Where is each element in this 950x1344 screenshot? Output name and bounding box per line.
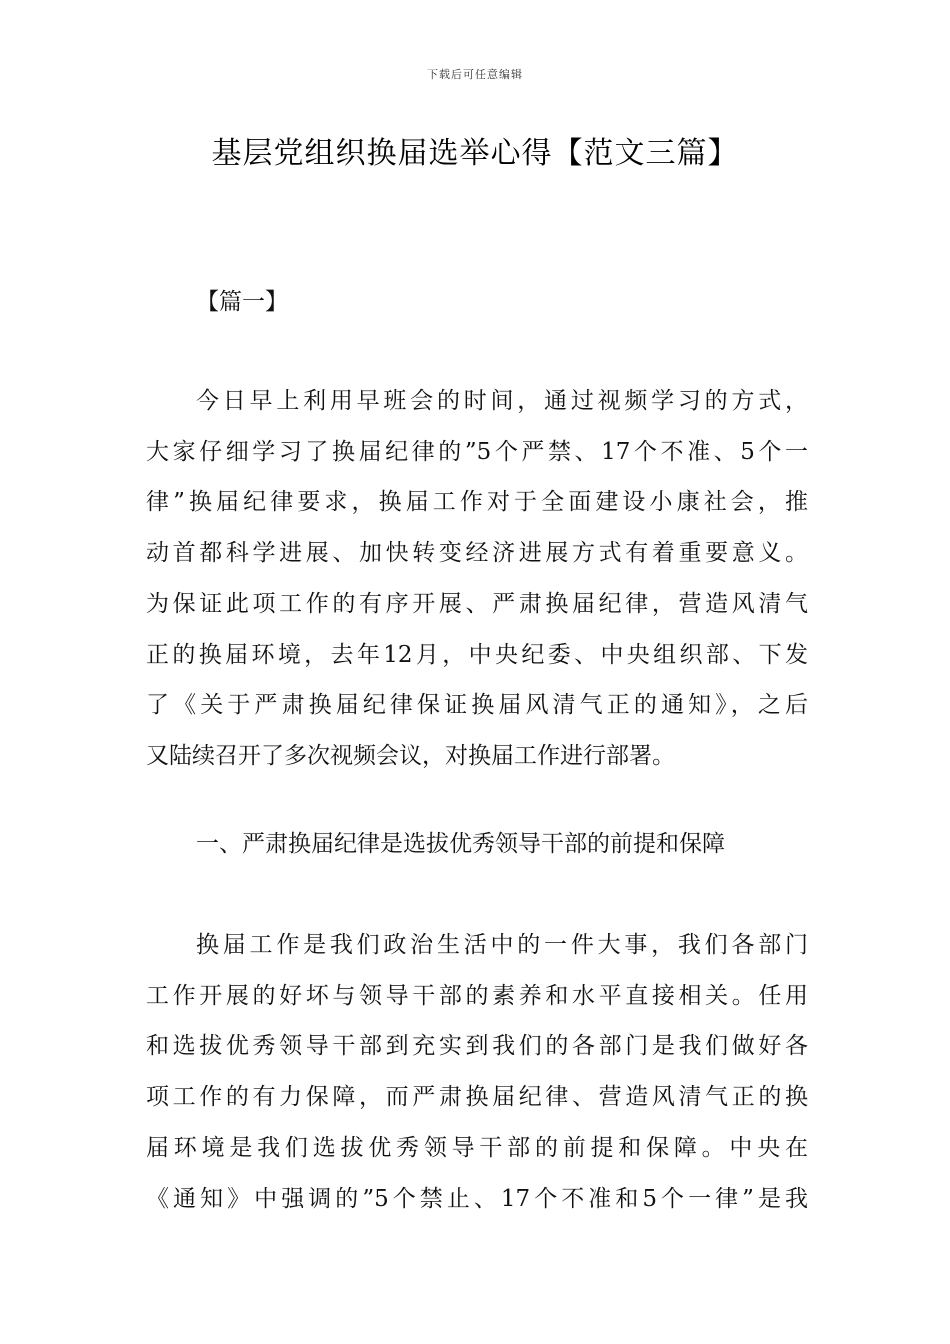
paragraph-line: 和选拔优秀领导干部到充实到我们的各部门是我们做好各: [146, 1033, 808, 1060]
document-title: 基层党组织换届选举心得【范文三篇】: [211, 136, 739, 171]
paragraph-line: 正的换届环境，去年12月，中央纪委、中央组织部、下发: [146, 641, 808, 668]
paragraph-line: 届环境是我们选拔优秀领导干部的前提和保障。中央在: [146, 1134, 808, 1161]
paragraph-line: 《通知》中强调的”5个禁止、17个不准和5个一律”是我: [146, 1185, 808, 1212]
paragraph-line: 项工作的有力保障，而严肃换届纪律、营造风清气正的换: [146, 1084, 808, 1111]
paragraph-line: 了《关于严肃换届纪律保证换届风清气正的通知》，之后: [146, 692, 808, 719]
paragraph-line: 工作开展的好坏与领导干部的素养和水平直接相关。任用: [146, 982, 808, 1009]
paragraph-line: 为保证此项工作的有序开展、严肃换届纪律，营造风清气: [146, 590, 808, 617]
paragraph-1: [146, 376, 808, 782]
paragraph-line: 又陆续召开了多次视频会议，对换届工作进行部署。: [146, 742, 675, 769]
section-label: 【篇一】: [196, 289, 288, 315]
paragraph-2: [146, 920, 808, 1224]
paragraph-line: 今日早上利用早班会的时间，通过视频学习的方式，: [196, 388, 808, 414]
paragraph-line: 换届工作是我们政治生活中的一件大事，我们各部门: [196, 932, 808, 958]
paragraph-line: 律”换届纪律要求，换届工作对于全面建设小康社会，推: [146, 489, 808, 516]
paragraph-line: 动首都科学进展、加快转变经济进展方式有着重要意义。: [146, 540, 808, 567]
paragraph-line: 大家仔细学习了换届纪律的”5个严禁、17个不准、5个一: [146, 438, 808, 465]
section-heading: 一、严肃换届纪律是选拔优秀领导干部的前提和保障: [196, 831, 725, 857]
header-note: 下载后可任意编辑: [427, 68, 523, 81]
